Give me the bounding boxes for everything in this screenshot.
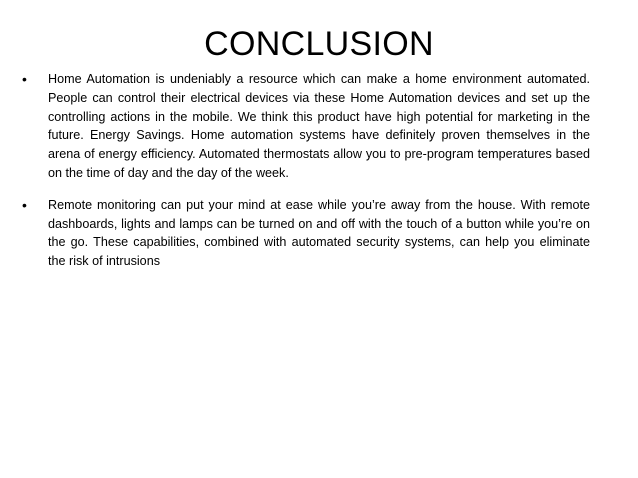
- bullet-list: [22, 70, 590, 284]
- slide-title: CONCLUSION: [204, 25, 434, 63]
- bullet-icon: •: [22, 71, 27, 87]
- bullet-icon: •: [22, 196, 27, 213]
- bullet-text: Home Automation is undeniably a resource which can make a home environment automated. People can control their electrical devices via these Home Automation devices and set up the controlling actions in the mobile. We think this product have high potential for marketing in the future. Energy Savings. Home automation systems have definitely proven themselves in the arena of energy efficiency. Automated thermostats allow you to pre-program temperatures based on the time of day and the day of the week.: [48, 72, 590, 180]
- list-item: [22, 196, 590, 271]
- bullet-text: Remote monitoring can put your mind at ease while you’re away from the house. With remote dashboards, lights and lamps can be turned on and off with the touch of a button while you’re on the go. These capabilities, combined with automated security systems, can help you eliminate the risk of intrusions: [48, 197, 590, 269]
- list-item: [22, 70, 590, 183]
